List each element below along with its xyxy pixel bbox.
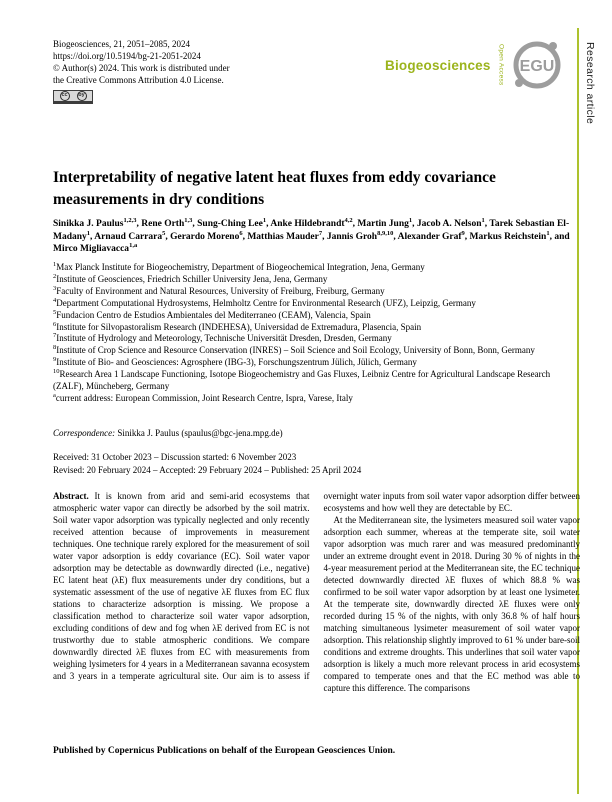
- author-name: Sinikka J. Paulus: [53, 219, 124, 229]
- publisher-note: Published by Copernicus Publications on behalf of the European Geosciences Union.: [53, 746, 396, 756]
- author-name: Markus Reichstein: [469, 231, 547, 242]
- affiliation-line: $^3$Faculty of Environment and Natural Resources, University of Freiburg, Freiburg, Germany: [53, 284, 385, 296]
- abstract-label: Abstract.: [53, 491, 89, 501]
- author-affiliation-sup: 8,9,10: [377, 229, 394, 237]
- article-type-label: Research article: [584, 42, 596, 125]
- author-name: Matthias Mauder: [247, 231, 319, 242]
- license-line-1: © Author(s) 2024. This work is distributed under: [53, 63, 230, 73]
- author-affiliation-sup: 1: [481, 216, 485, 224]
- journal-logo-block: [385, 36, 565, 94]
- affiliation-line: $^{10}$Research Area 1 Landscape Functioning, Isotope Biogeochemistry and Gas Fluxes, Leibniz Centre for Agricultural Landscape Research (ZALF), Müncheberg, Germany: [53, 368, 551, 392]
- dates-received: Received: 31 October 2023 – Discussion started: 6 November 2023: [53, 452, 297, 462]
- open-access-label: Open Access: [497, 44, 505, 86]
- author-affiliation-sup: 4,2: [344, 216, 353, 224]
- affiliation-line: $^8$Institute of Crop Science and Resource Conservation (INRES) – Soil Science and Soil Ecology, University of Bonn, Bonn, Germany: [53, 344, 535, 356]
- author-name: Anke Hildebrandt: [270, 219, 345, 229]
- affiliation-line: $^6$Institute for Silvopastoralism Research (INDEHESA), Universidad de Extremadura, Plasencia, Spain: [53, 320, 422, 332]
- abstract-paragraph-1: It is known from arid and semi-arid ecosystems that atmospheric water vapor can directly be adsorbed by the soil matrix. Soil water vapor adsorption was typically neglected and only recently received attention because of improvements in measurement techniques. One technique rarely explored for the measurement of soil water vapor adsorption is eddy covariance (EC). Soil water vapor adsorption may be detectable as downwardly directed (i.e., negative) EC latent heat (λE) flux measurements under dry conditions, but a systematic assessment of the use of negative λE fluxes from EC flux stations to characterize adsorption is missing. We propose a classification method to characterize soil water vapor adsorption, excluding conditions of dew and fog when λE derived from EC is not trustworthy due to stable atmospheric conditions. We compare downwardly directed λE fluxes from EC with measurements from weighing lysimeters for 4 years in a Mediterranean savanna ecosystem and 3 years in a temperate agricultural site. Our aim is to assess if overnight water inputs from soil water vapor adsorption differ between ecosystems and how well they are detectable by EC.: [53, 491, 580, 681]
- license-line-2: the Creative Commons Attribution 4.0 License.: [53, 75, 224, 85]
- author-name: Gerardo Moreno: [170, 231, 240, 242]
- author-name: Mirco Migliavacca: [53, 244, 130, 254]
- dates-revised: Revised: 20 February 2024 – Accepted: 29 February 2024 – Published: 25 April 2024: [53, 465, 362, 475]
- author-affiliation-sup: 1: [546, 229, 550, 237]
- cc-icon: cc: [60, 91, 70, 101]
- cc-by-badge[interactable]: [53, 90, 93, 104]
- affiliation-line: $^9$Institute of Bio- and Geosciences: Agrosphere (IBG-3), Forschungszentrum Jülich, Jülich, Germany: [53, 356, 417, 368]
- journal-logo: Biogeosciences: [385, 57, 491, 73]
- affiliation-line: $^1$Max Planck Institute for Biogeochemistry, Department of Biogeochemical Integration, Jena, Germany: [53, 261, 425, 272]
- author-name: Arnaud Carrara: [94, 231, 163, 242]
- author-name: Sung-Ching Lee: [197, 219, 263, 229]
- affiliation-line: $^2$Institute of Geosciences, Friedrich Schiller University Jena, Jena, Germany: [53, 272, 328, 284]
- correspondence-line: [53, 428, 580, 438]
- author-affiliation-sup: 6: [239, 229, 243, 237]
- correspondence-contact[interactable]: Sinikka J. Paulus (spaulus@bgc-jena.mpg.de): [117, 428, 283, 438]
- correspondence-label: Correspondence:: [53, 428, 116, 438]
- author-name: Jannis Groh: [326, 231, 378, 242]
- affiliation-list: [53, 262, 580, 405]
- author-affiliation-sup: 1: [408, 216, 413, 224]
- citation-line: Biogeosciences, 21, 2051–2085, 2024: [53, 39, 190, 49]
- egu-logo: [509, 36, 565, 94]
- svg-text:EGU: EGU: [519, 58, 554, 75]
- author-affiliation-sup: 5: [162, 229, 166, 237]
- doi-link[interactable]: https://doi.org/10.5194/bg-21-2051-2024: [53, 51, 201, 61]
- cc-by-person-icon: by: [77, 91, 87, 101]
- author-name: Martin Jung: [357, 219, 409, 229]
- abstract-paragraph-2: At the Mediterranean site, the lysimeters measured soil water vapor adsorption each summer, whereas at the temperate site, soil water vapor adsorption was much rarer and was measured predominantly under an extreme drought event in 2018. During 30 % of nights in the 4-year measurement period at the Mediterranean site, the EC technique detected downwardly directed λE fluxes of which 88.8 % was confirmed to be soil water vapor adsorption by at least one lysimeter. At the temperate site, downwardly directed λE fluxes were only recorded during 15 % of the nights, with only 36.8 % of half hours matching simultaneous lysimeter measurement of soil water vapor adsorption. This relationship slightly improved to 61 % under bare-soil conditions and extreme droughts. This underlines that soil water vapor adsorption is likely a much more relevant process in arid ecosystems compared to temperate ones and that the EC method was able to capture this difference. The comparisons: [323, 515, 580, 693]
- author-affiliation-sup: 1,3: [184, 216, 193, 224]
- author-affiliation-sup: 1: [86, 229, 91, 237]
- affiliation-line: $^7$Institute of Hydrology and Meteorology, Technische Universität Dresden, Dresden, Germany: [53, 332, 392, 344]
- paper-title: Interpretability of negative latent heat fluxes from eddy covariance measurements in dry conditions: [53, 169, 496, 208]
- abstract: [53, 490, 580, 740]
- author-affiliation-sup: 7: [318, 229, 323, 237]
- author-affiliation-sup: 9: [461, 229, 465, 237]
- author-affiliation-sup: 1,a: [129, 241, 138, 249]
- author-name: Tarek Sebastian El-Madany: [53, 219, 570, 242]
- author-affiliation-sup: 1,2,3: [123, 216, 137, 224]
- affiliation-line: $^4$Department Computational Hydrosystems, Helmholtz Centre for Environmental Research (UFZ), Leipzig, Germany: [53, 296, 476, 308]
- citation-block: [53, 38, 230, 104]
- author-name: Rene Orth: [141, 219, 185, 229]
- affiliation-line: $^5$Fundacion Centro de Estudios Ambientales del Mediterraneo (CEAM), Valencia, Spain: [53, 308, 371, 320]
- author-affiliation-sup: 1: [262, 216, 267, 224]
- author-name: Alexander Graf: [397, 231, 462, 242]
- affiliation-line: $^a$current address: European Commission, Joint Research Centre, Ispra, Varese, Italy: [53, 391, 353, 403]
- author-name: Jacob A. Nelson: [416, 219, 482, 229]
- author-list: Sinikka J. Paulus$^{1,2,3}$, Rene Orth$^{1,3}$, Sung-Ching Lee$^1$, Anke Hildebrandt$^{4,2}$, Martin Jung$^1$, Jacob A. Nelson$^1$, Tarek Sebastian El-Madany$^1$, Arnaud Carrara$^5$, Gerardo Moreno$^6$, Matthias Mauder$^7$, Jannis Groh$^{8,9,10}$, Alexander Graf$^9$, Markus Reichstein$^1$, and Mirco Migliavacca$^{1,a}$: [53, 216, 570, 254]
